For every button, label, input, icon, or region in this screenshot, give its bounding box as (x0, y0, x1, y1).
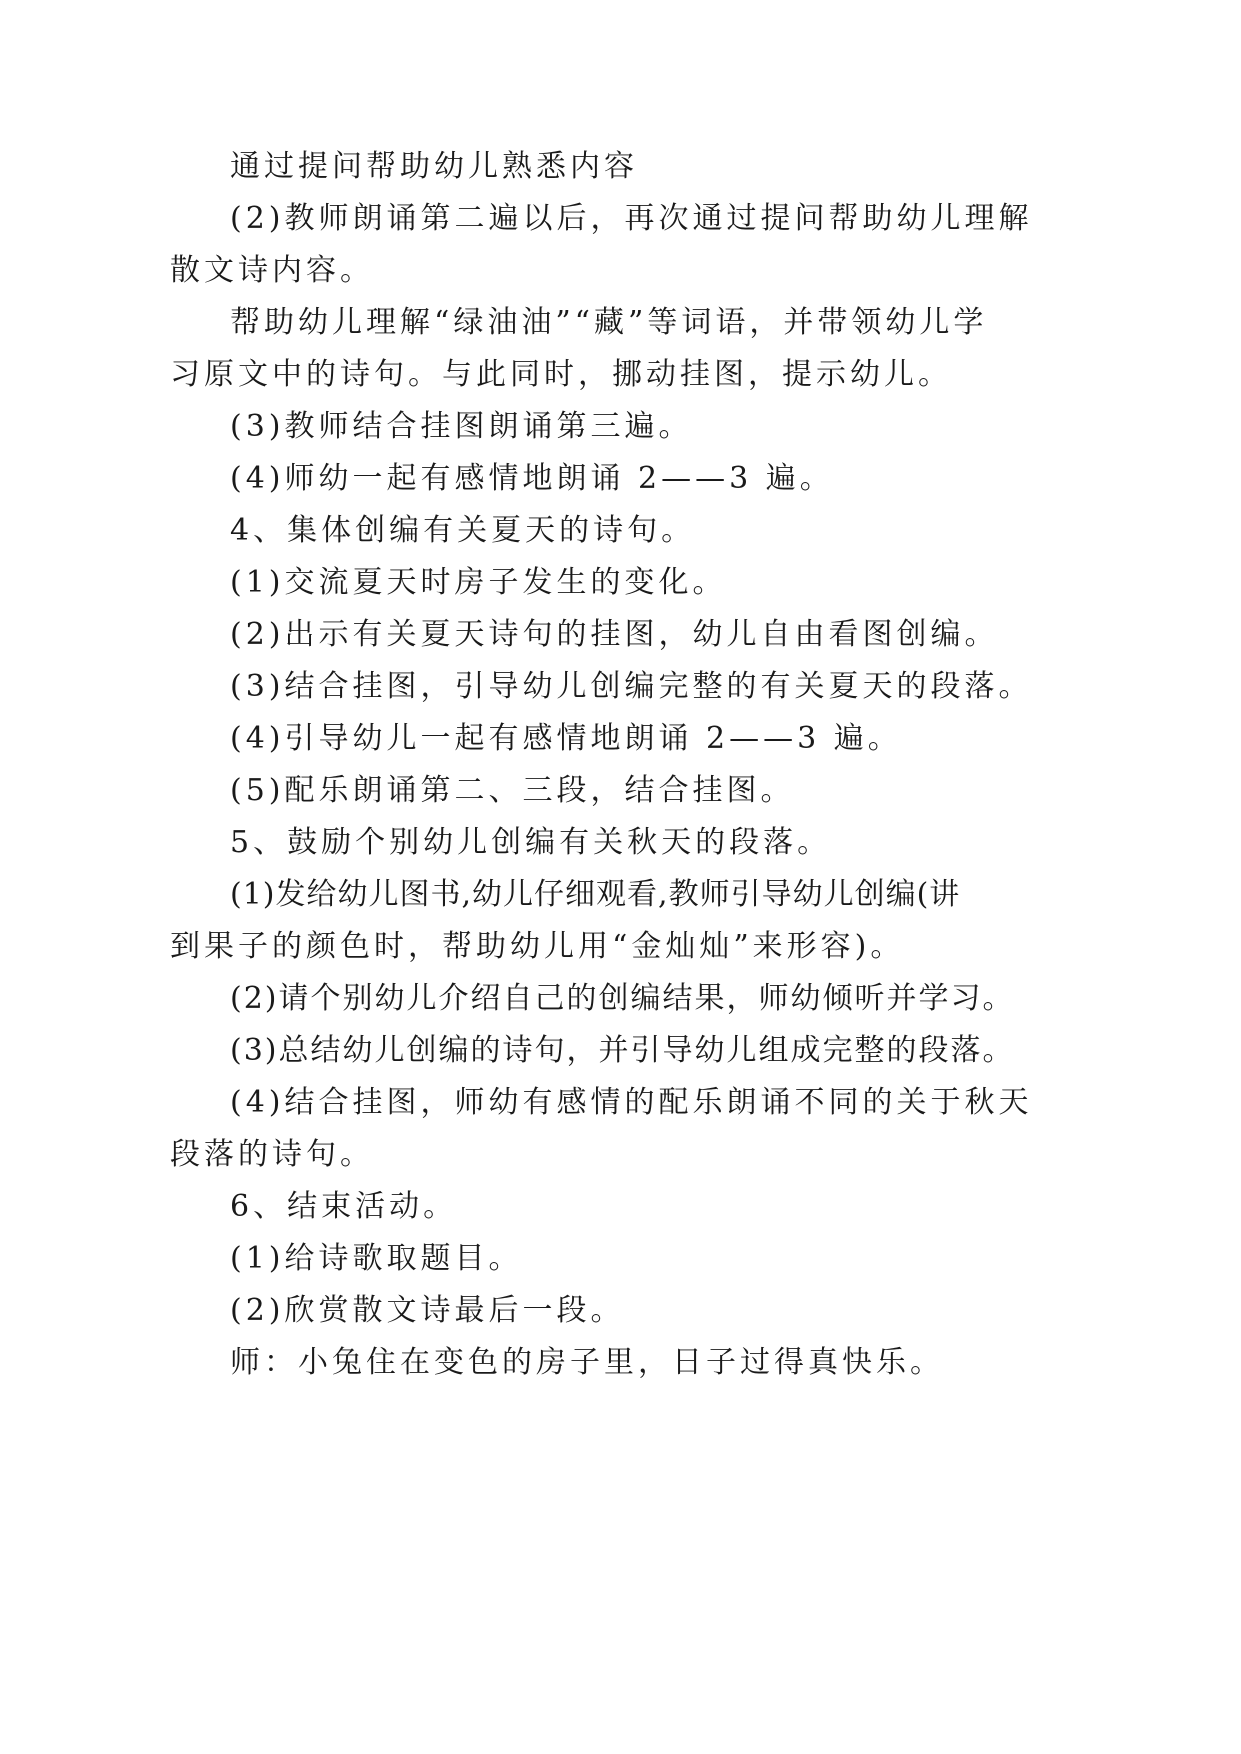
text-line: 4、集体创编有关夏天的诗句。 (230, 513, 696, 548)
text-line: (5)配乐朗诵第二、三段，结合挂图。 (230, 773, 795, 808)
text-line: (1)给诗歌取题目。 (230, 1241, 523, 1276)
text-line: (2)请个别幼儿介绍自己的创编结果，师幼倾听并学习。 (230, 981, 1015, 1016)
text-line: 段落的诗句。 (170, 1137, 374, 1172)
text-line: (4)引导幼儿一起有感情地朗诵 2——3 遍。 (230, 721, 902, 756)
text-line: (2)出示有关夏天诗句的挂图，幼儿自由看图创编。 (230, 617, 999, 652)
text-line: (3)结合挂图，引导幼儿创编完整的有关夏天的段落。 (230, 669, 1033, 704)
text-line: 帮助幼儿理解“绿油油”“藏”等词语，并带领幼儿学 (230, 305, 988, 340)
text-line: (1)发给幼儿图书,幼儿仔细观看,教师引导幼儿创编(讲 (230, 877, 961, 912)
text-line: (4)师幼一起有感情地朗诵 2——3 遍。 (230, 461, 834, 496)
text-line: 5、鼓励个别幼儿创编有关秋天的段落。 (230, 825, 832, 860)
text-line: 师：小兔住在变色的房子里，日子过得真快乐。 (230, 1345, 944, 1380)
text-line: (1)交流夏天时房子发生的变化。 (230, 565, 727, 600)
text-line: (3)教师结合挂图朗诵第三遍。 (230, 409, 693, 444)
text-line: 通过提问帮助幼儿熟悉内容 (230, 149, 638, 184)
text-line: 6、结束活动。 (230, 1189, 458, 1224)
text-line: 到果子的颜色时，帮助幼儿用“金灿灿”来形容)。 (170, 929, 905, 964)
text-line: (3)总结幼儿创编的诗句，并引导幼儿组成完整的段落。 (230, 1033, 1015, 1068)
text-line: (2)欣赏散文诗最后一段。 (230, 1293, 625, 1328)
text-line: 散文诗内容。 (170, 253, 374, 288)
text-line: (2)教师朗诵第二遍以后，再次通过提问帮助幼儿理解 (230, 201, 1033, 236)
text-line: (4)结合挂图，师幼有感情的配乐朗诵不同的关于秋天 (230, 1085, 1033, 1120)
text-line: 习原文中的诗句。与此同时，挪动挂图，提示幼儿。 (170, 357, 952, 392)
